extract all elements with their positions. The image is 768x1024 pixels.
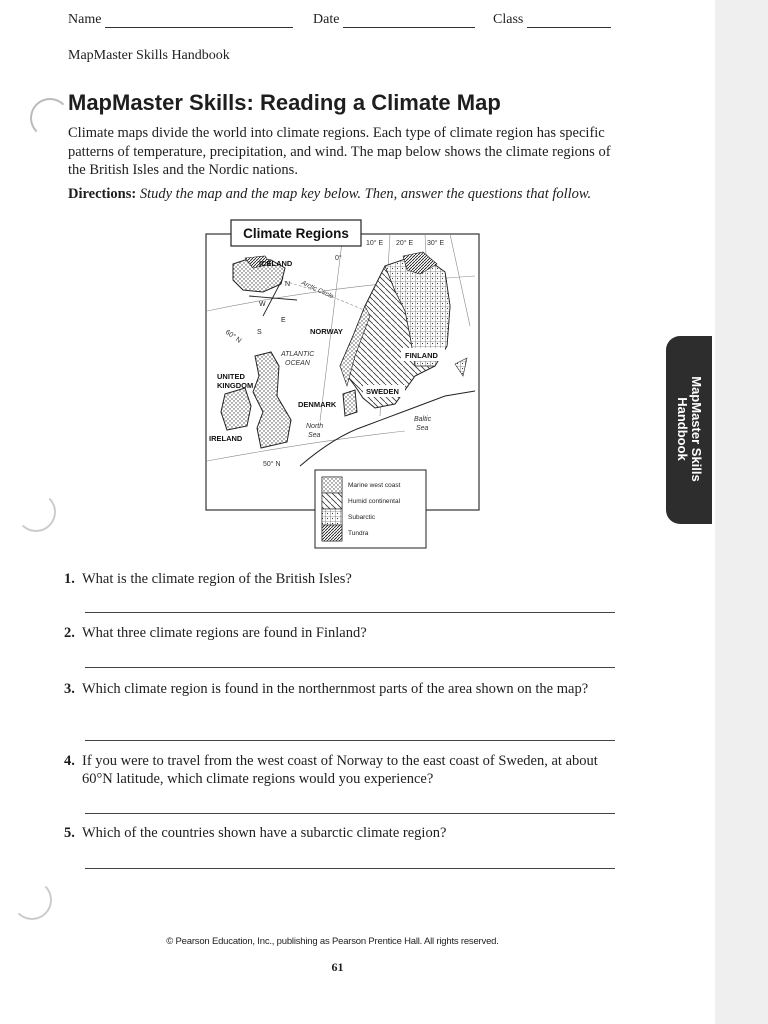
question-3 (64, 680, 624, 698)
scan-margin-shade (715, 0, 768, 1024)
lon-label-20e: 20° E (396, 240, 414, 247)
legend-swatch-tundra (322, 525, 342, 541)
directions-label: Directions: (68, 186, 137, 202)
side-tab-line2: Handbook (675, 397, 690, 461)
date-label: Date (313, 12, 340, 27)
label-atlantic-1: ATLANTIC (281, 351, 315, 358)
name-label: Name (68, 12, 102, 27)
label-denmark: DENMARK (298, 400, 337, 409)
copyright-footer: © Pearson Education, Inc., publishing as Pearson Prentice Hall. All rights reserved. (166, 936, 499, 947)
map-title: Climate Regions (243, 226, 349, 241)
question-text: What is the climate region of the British Isles? (82, 571, 352, 587)
question-text: Which of the countries shown have a subarctic climate region? (82, 825, 447, 841)
question-number: 3. (64, 681, 75, 697)
denmark-shape (343, 390, 357, 416)
label-iceland: ICELAND (259, 259, 293, 268)
lon-label-10e: 10° E (366, 240, 384, 247)
label-arctic-circle: Arctic Circle (300, 279, 335, 301)
compass-w: W (259, 301, 266, 308)
question-4 (64, 752, 624, 788)
legend-swatch-humid (322, 493, 342, 509)
label-uk-2: KINGDOM (217, 381, 254, 390)
class-field[interactable] (493, 12, 611, 28)
intro-paragraph: Climate maps divide the world into climate regions. Each type of climate region has specific patterns of temperature, precipitation, and wind. The map below shows the climate regions of the British Isles and the Nordic nations. (68, 125, 611, 178)
question-5 (64, 824, 624, 842)
legend-swatch-marine (322, 477, 342, 493)
label-north-sea-2: Sea (308, 432, 321, 439)
question-number: 5. (64, 825, 75, 841)
side-tab-line1: MapMaster Skills (689, 376, 704, 482)
name-field[interactable] (68, 12, 293, 28)
answer-line-5[interactable] (85, 868, 615, 869)
lat-label-50n: 50° N (263, 461, 281, 468)
question-1 (64, 570, 624, 588)
answer-line-1[interactable] (85, 612, 615, 613)
date-line[interactable] (343, 13, 475, 28)
question-number: 1. (64, 571, 75, 587)
label-atlantic-2: OCEAN (285, 360, 310, 367)
legend-swatch-subarctic (322, 509, 342, 525)
legend-label-tundra: Tundra (348, 530, 369, 537)
question-text: Which climate region is found in the northernmost parts of the area shown on the map? (82, 681, 589, 697)
page-number: 61 (331, 960, 344, 974)
label-north-sea-1: North (306, 423, 324, 430)
binder-hole-top (30, 98, 70, 138)
legend-label-marine: Marine west coast (348, 482, 401, 489)
legend-label-subarctic: Subarctic (348, 514, 376, 521)
page-title: MapMaster Skills: Reading a Climate Map (68, 90, 501, 115)
label-uk-1: UNITED (217, 372, 245, 381)
meridian-0-label: 0° (335, 255, 342, 262)
question-text: What three climate regions are found in Finland? (82, 625, 367, 641)
question-text: If you were to travel from the west coast of Norway to the east coast of Sweden, at about 60°N latitude, which climate regions would you experience? (82, 753, 598, 787)
label-baltic-1: Baltic (414, 416, 432, 423)
label-norway: NORWAY (310, 327, 343, 336)
class-label: Class (493, 12, 524, 27)
answer-line-3[interactable] (85, 740, 615, 741)
answer-line-4[interactable] (85, 813, 615, 814)
lat-label-60n: 60° N (223, 328, 243, 345)
ireland-shape (221, 388, 251, 430)
binder-hole-middle (16, 492, 56, 532)
directions-text: Study the map and the map key below. Then, answer the questions that follow. (139, 186, 592, 202)
class-line[interactable] (527, 13, 611, 28)
label-baltic-2: Sea (416, 425, 429, 432)
label-ireland: IRELAND (209, 434, 243, 443)
compass-s: S (257, 329, 262, 336)
label-sweden: SWEDEN (366, 387, 399, 396)
date-field[interactable] (313, 12, 475, 28)
question-number: 4. (64, 753, 75, 769)
name-line[interactable] (105, 13, 293, 28)
compass-e: E (281, 317, 286, 324)
question-2 (64, 624, 624, 642)
binder-hole-bottom (12, 880, 52, 920)
side-tab-label (675, 376, 703, 482)
compass-n: N (285, 281, 291, 288)
question-number: 2. (64, 625, 75, 641)
handbook-label: MapMaster Skills Handbook (68, 48, 230, 63)
directions (68, 186, 638, 203)
label-finland: FINLAND (405, 351, 438, 360)
climate-map (205, 216, 480, 550)
legend-label-humid: Humid continental (348, 498, 401, 505)
answer-line-2[interactable] (85, 667, 615, 668)
lon-label-30e: 30° E (427, 240, 445, 247)
